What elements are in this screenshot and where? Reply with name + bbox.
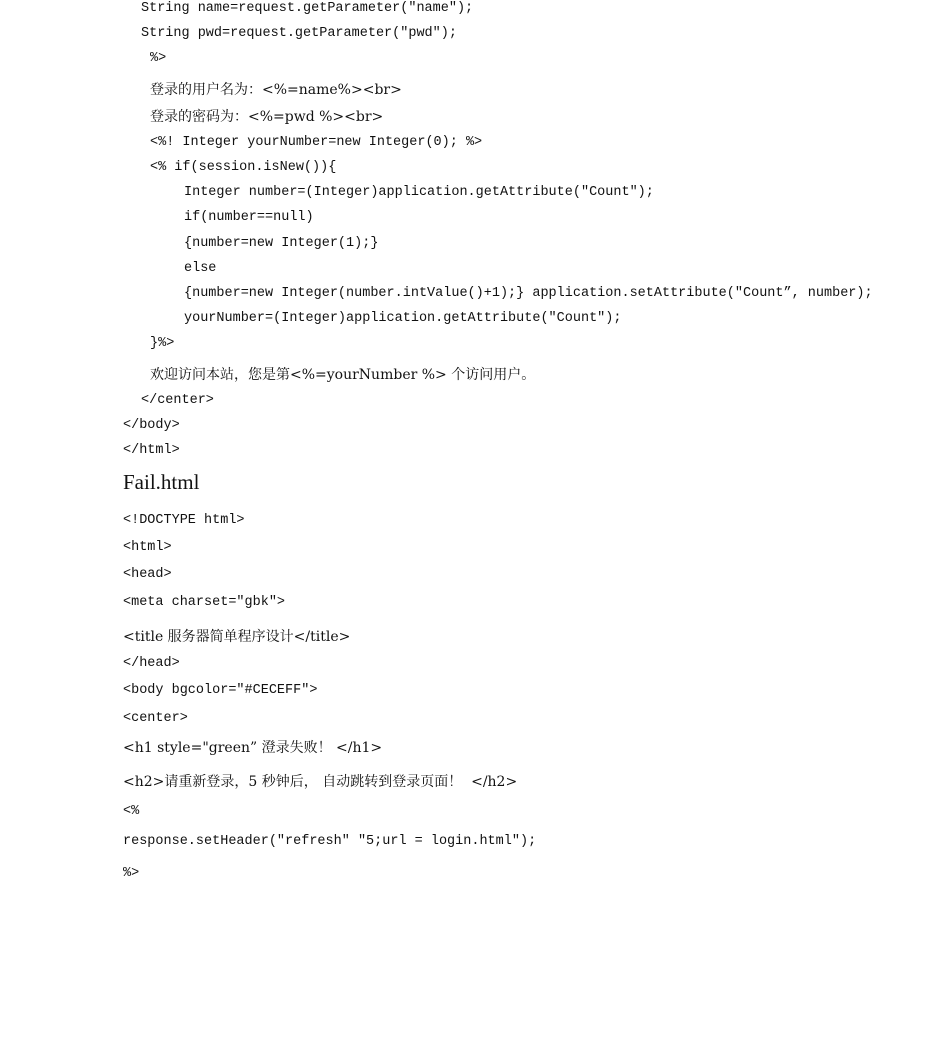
code-line: 欢迎访问本站，您是第<%=yourNumber %> 个访问用户。 bbox=[150, 367, 536, 383]
code-line: if(number==null) bbox=[184, 210, 314, 225]
code-line: 登录的密码为：<%=pwd %><br> bbox=[150, 109, 384, 125]
code-line: <html> bbox=[123, 540, 172, 555]
code-line: Integer number=(Integer)application.getAttribute("Count"); bbox=[184, 185, 654, 200]
code-line: </html> bbox=[123, 443, 180, 458]
code-line: }%> bbox=[150, 336, 175, 351]
code-line: <meta charset="gbk"> bbox=[123, 595, 286, 610]
code-line: String name=request.getParameter("name"); bbox=[141, 1, 474, 16]
code-line: <body bgcolor="#CECEFF"> bbox=[123, 683, 318, 698]
code-line: <% if(session.isNew()){ bbox=[150, 160, 337, 175]
code-line: </head> bbox=[123, 656, 180, 671]
code-line: else bbox=[184, 261, 217, 276]
code-line: {number=new Integer(number.intValue()+1);} application.setAttribute("Count”, number); bbox=[184, 286, 873, 301]
code-line: <!DOCTYPE html> bbox=[123, 513, 245, 528]
code-line: </center> bbox=[141, 393, 214, 408]
code-line: <center> bbox=[123, 711, 188, 726]
code-line: response.setHeader("refresh" "5;url = login.html"); bbox=[123, 834, 537, 849]
code-line: <%! Integer yourNumber=new Integer(0); %> bbox=[150, 135, 483, 150]
code-line: <% bbox=[123, 804, 140, 819]
code-line: {number=new Integer(1);} bbox=[184, 236, 379, 251]
code-line: <h2>请重新登录，5 秒钟后， 自动跳转到登录页面！ </h2> bbox=[123, 774, 518, 790]
code-line: %> bbox=[150, 51, 167, 66]
code-line: %> bbox=[123, 866, 140, 881]
code-line: <head> bbox=[123, 567, 172, 582]
code-line: <h1 style="green” 澄录失败！ </h1> bbox=[123, 740, 383, 756]
code-line: String pwd=request.getParameter("pwd"); bbox=[141, 26, 457, 41]
code-line: <title 服务器简单程序设计</title> bbox=[123, 629, 351, 645]
code-line: yourNumber=(Integer)application.getAttribute("Count"); bbox=[184, 311, 622, 326]
section-heading: Fail.html bbox=[123, 470, 200, 494]
code-line: </body> bbox=[123, 418, 180, 433]
code-line: 登录的用户名为：<%=name%><br> bbox=[150, 82, 402, 98]
